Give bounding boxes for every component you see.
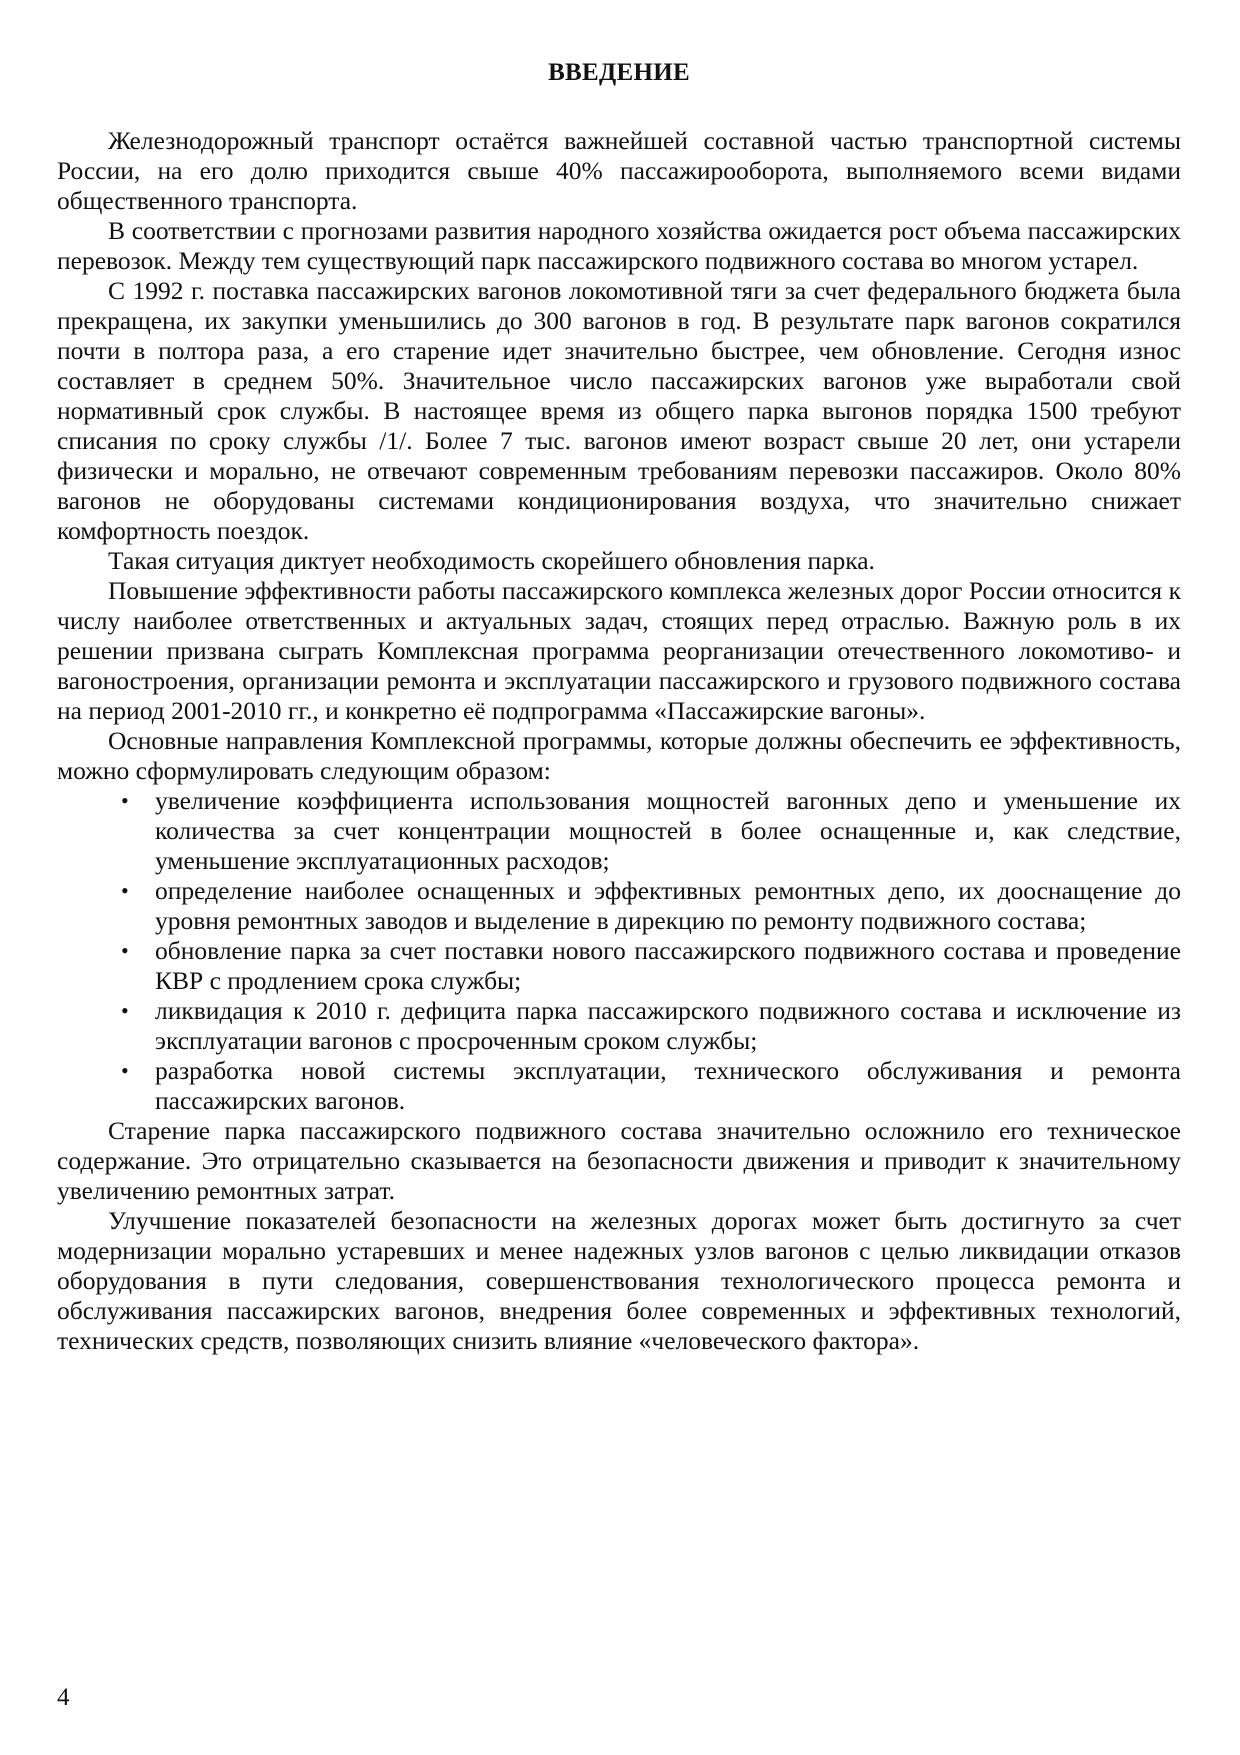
- list-item: [57, 996, 1181, 1056]
- directions-list: [57, 786, 1181, 1116]
- paragraph-fleet-aging: С 1992 г. поставка пассажирских вагонов локомотивной тяги за счет федерального бюджета была прекращена, их закупки уменьшились до 300 вагонов в год. В результате парк вагонов сократился почти в полтора раза, а его старение идет значительно быстрее, чем обновление. Сегодня износ составляет в среднем 50%. Значительное число пассажирских вагонов уже выработали свой нормативный срок службы. В настоящее время из общего парка выгонов порядка 1500 требуют списания по сроку службы /1/. Более 7 тыс. вагонов имеют возраст свыше 20 лет, они устарели физически и морально, не отвечают современным требованиям перевозки пассажиров. Около 80% вагонов не оборудованы системами кондиционирования воздуха, что значительно снижает комфортность поездок.: [57, 276, 1181, 545]
- list-item-text: определение наиболее оснащенных и эффективных ремонтных депо, их дооснащение до уровня ремонтных заводов и выделение в дирекцию по ремонту подвижного состава;: [155, 876, 1181, 935]
- list-item-text: обновление парка за счет поставки нового пассажирского подвижного состава и проведение КВР с продлением срока службы;: [155, 936, 1181, 995]
- bullet-icon: •: [121, 878, 129, 903]
- list-item: [57, 1056, 1181, 1116]
- paragraph-renewal-need: Такая ситуация диктует необходимость скорейшего обновления парка.: [108, 546, 875, 575]
- list-item: [57, 876, 1181, 936]
- paragraph-forecast: В соответствии с прогнозами развития народного хозяйства ожидается рост объема пассажирских перевозок. Между тем существующий парк пассажирского подвижного состава во многом устарел.: [57, 216, 1181, 275]
- bullet-icon: •: [121, 1058, 129, 1083]
- list-item-text: увеличение коэффициента использования мощностей вагонных депо и уменьшение их количества за счет концентрации мощностей в более оснащенные и, как следствие, уменьшение эксплуатационных расходов;: [155, 786, 1181, 875]
- bullet-icon: •: [121, 998, 129, 1023]
- paragraph-maintenance-complexity: Старение парка пассажирского подвижного состава значительно осложнило его техническое содержание. Это отрицательно сказывается на безопасности движения и приводит к значительному увеличению ремонтных затрат.: [57, 1116, 1181, 1205]
- list-item-text: ликвидация к 2010 г. дефицита парка пассажирского подвижного состава и исключение из эксплуатации вагонов с просроченным сроком службы;: [155, 996, 1181, 1055]
- paragraph-safety-improvement: Улучшение показателей безопасности на железных дорогах может быть достигнуто за счет модернизации морально устаревших и менее надежных узлов вагонов с целью ликвидации отказов оборудования в пути следования, совершенствования технологического процесса ремонта и обслуживания пассажирских вагонов, внедрения более современных и эффективных технологий, технических средств, позволяющих снизить влияние «человеческого фактора».: [57, 1206, 1181, 1355]
- bullet-icon: •: [121, 938, 129, 963]
- paragraph-rail-share: Железнодорожный транспорт остаётся важнейшей составной частью транспортной системы России, на его долю приходится свыше 40% пассажирооборота, выполняемого всеми видами общественного транспорта.: [57, 126, 1181, 215]
- bullet-icon: •: [121, 788, 129, 813]
- list-item: [57, 936, 1181, 996]
- page-number: 4: [57, 1684, 70, 1711]
- list-item-text: разработка новой системы эксплуатации, технического обслуживания и ремонта пассажирских вагонов.: [155, 1056, 1181, 1115]
- list-item: [57, 786, 1181, 876]
- paragraph-complex-program: Повышение эффективности работы пассажирского комплекса железных дорог России относится к числу наиболее ответственных и актуальных задач, стоящих перед отраслью. Важную роль в их решении призвана сыграть Комплексная программа реорганизации отечественного локомотиво- и вагоностроения, организации ремонта и эксплуатации пассажирского и грузового подвижного состава на период 2001-2010 гг., и конкретно её подпрограмма «Пассажирские вагоны».: [57, 576, 1181, 725]
- page-title: ВВЕДЕНИЕ: [548, 59, 690, 86]
- paragraph-main-directions: Основные направления Комплексной программы, которые должны обеспечить ее эффективность, можно сформулировать следующим образом:: [57, 726, 1181, 785]
- document-body: [57, 126, 1181, 1356]
